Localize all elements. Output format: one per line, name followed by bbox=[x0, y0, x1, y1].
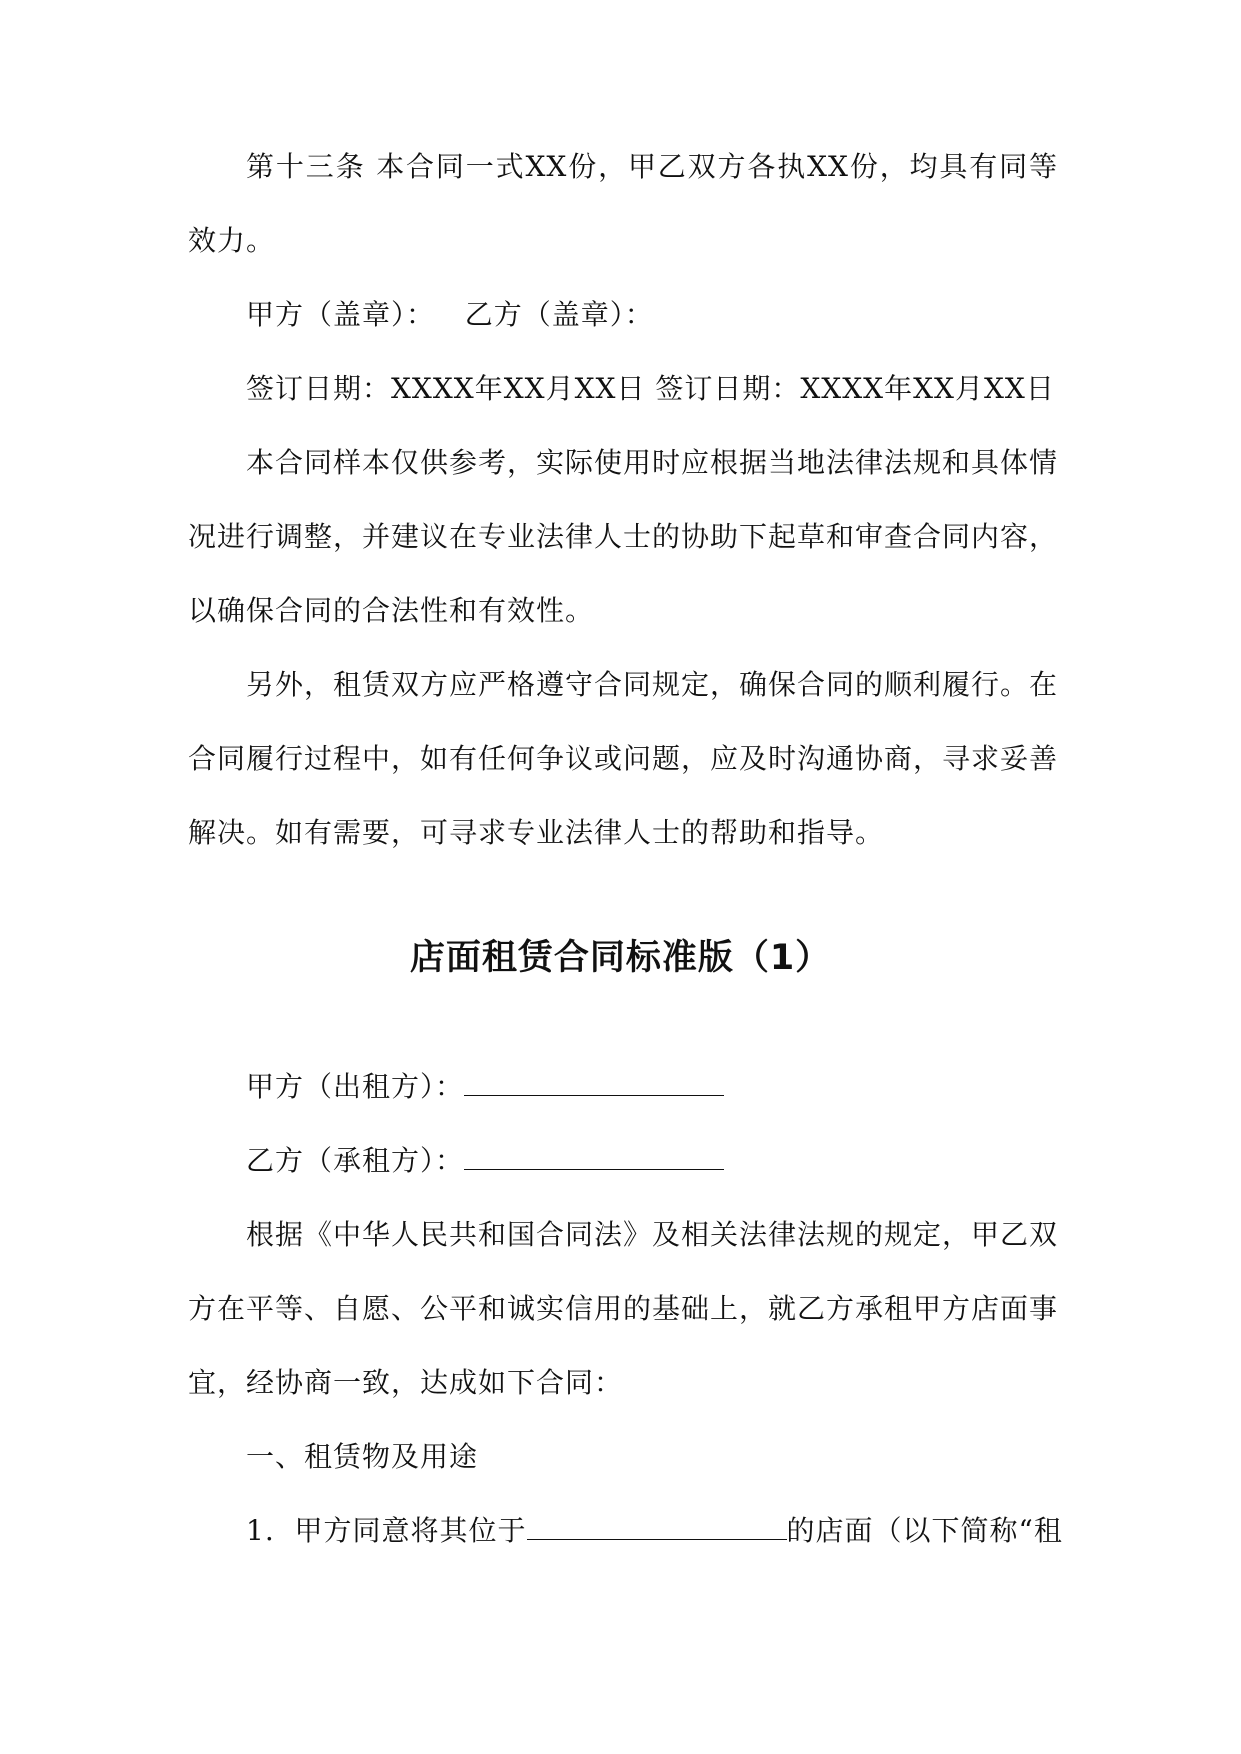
contract-intro: 根据《中华人民共和国合同法》及相关法律法规的规定，甲乙双方在平等、自愿、公平和诚实信用的基础上，就乙方承租甲方店面事宜，经协商一致，达成如下合同： bbox=[188, 1218, 1059, 1399]
reference-note: 本合同样本仅供参考，实际使用时应根据当地法律法规和具体情况进行调整，并建议在专业法律人士的协助下起草和审查合同内容，以确保合同的合法性和有效性。 bbox=[188, 446, 1059, 627]
party-b-label: 乙方（承租方）： bbox=[246, 1144, 465, 1177]
top-section bbox=[188, 130, 1058, 870]
party-a-label: 甲方（出租方）： bbox=[246, 1070, 465, 1103]
party-b-line bbox=[188, 1124, 1058, 1198]
clause-thirteen: 第十三条 本合同一式XX份，甲乙双方各执XX份，均具有同等效力。 bbox=[188, 150, 1058, 257]
party-a-blank[interactable] bbox=[464, 1069, 724, 1096]
contract-title: 店面租赁合同标准版（1） bbox=[409, 938, 832, 978]
item1-location-blank[interactable] bbox=[527, 1513, 787, 1540]
party-b-blank[interactable] bbox=[464, 1143, 724, 1170]
sign-date-line: 签订日期：XXXX年XX月XX日 签订日期：XXXX年XX月XX日 bbox=[246, 372, 1055, 405]
item1-line bbox=[188, 1494, 1063, 1568]
seal-line: 甲方（盖章）： 乙方（盖章）： bbox=[246, 298, 654, 331]
section1-heading: 一、租赁物及用途 bbox=[246, 1440, 479, 1473]
party-a-line bbox=[188, 1050, 1058, 1124]
item1-prefix: 1. 甲方同意将其位于 bbox=[246, 1514, 527, 1547]
contract-body bbox=[188, 1050, 1063, 1568]
compliance-note: 另外，租赁双方应严格遵守合同规定，确保合同的顺利履行。在合同履行过程中，如有任何争议或问题，应及时沟通协商，寻求妥善解决。如有需要，可寻求专业法律人士的帮助和指导。 bbox=[188, 668, 1059, 849]
item1-suffix: 的店面（以下简称“租 bbox=[786, 1514, 1063, 1547]
